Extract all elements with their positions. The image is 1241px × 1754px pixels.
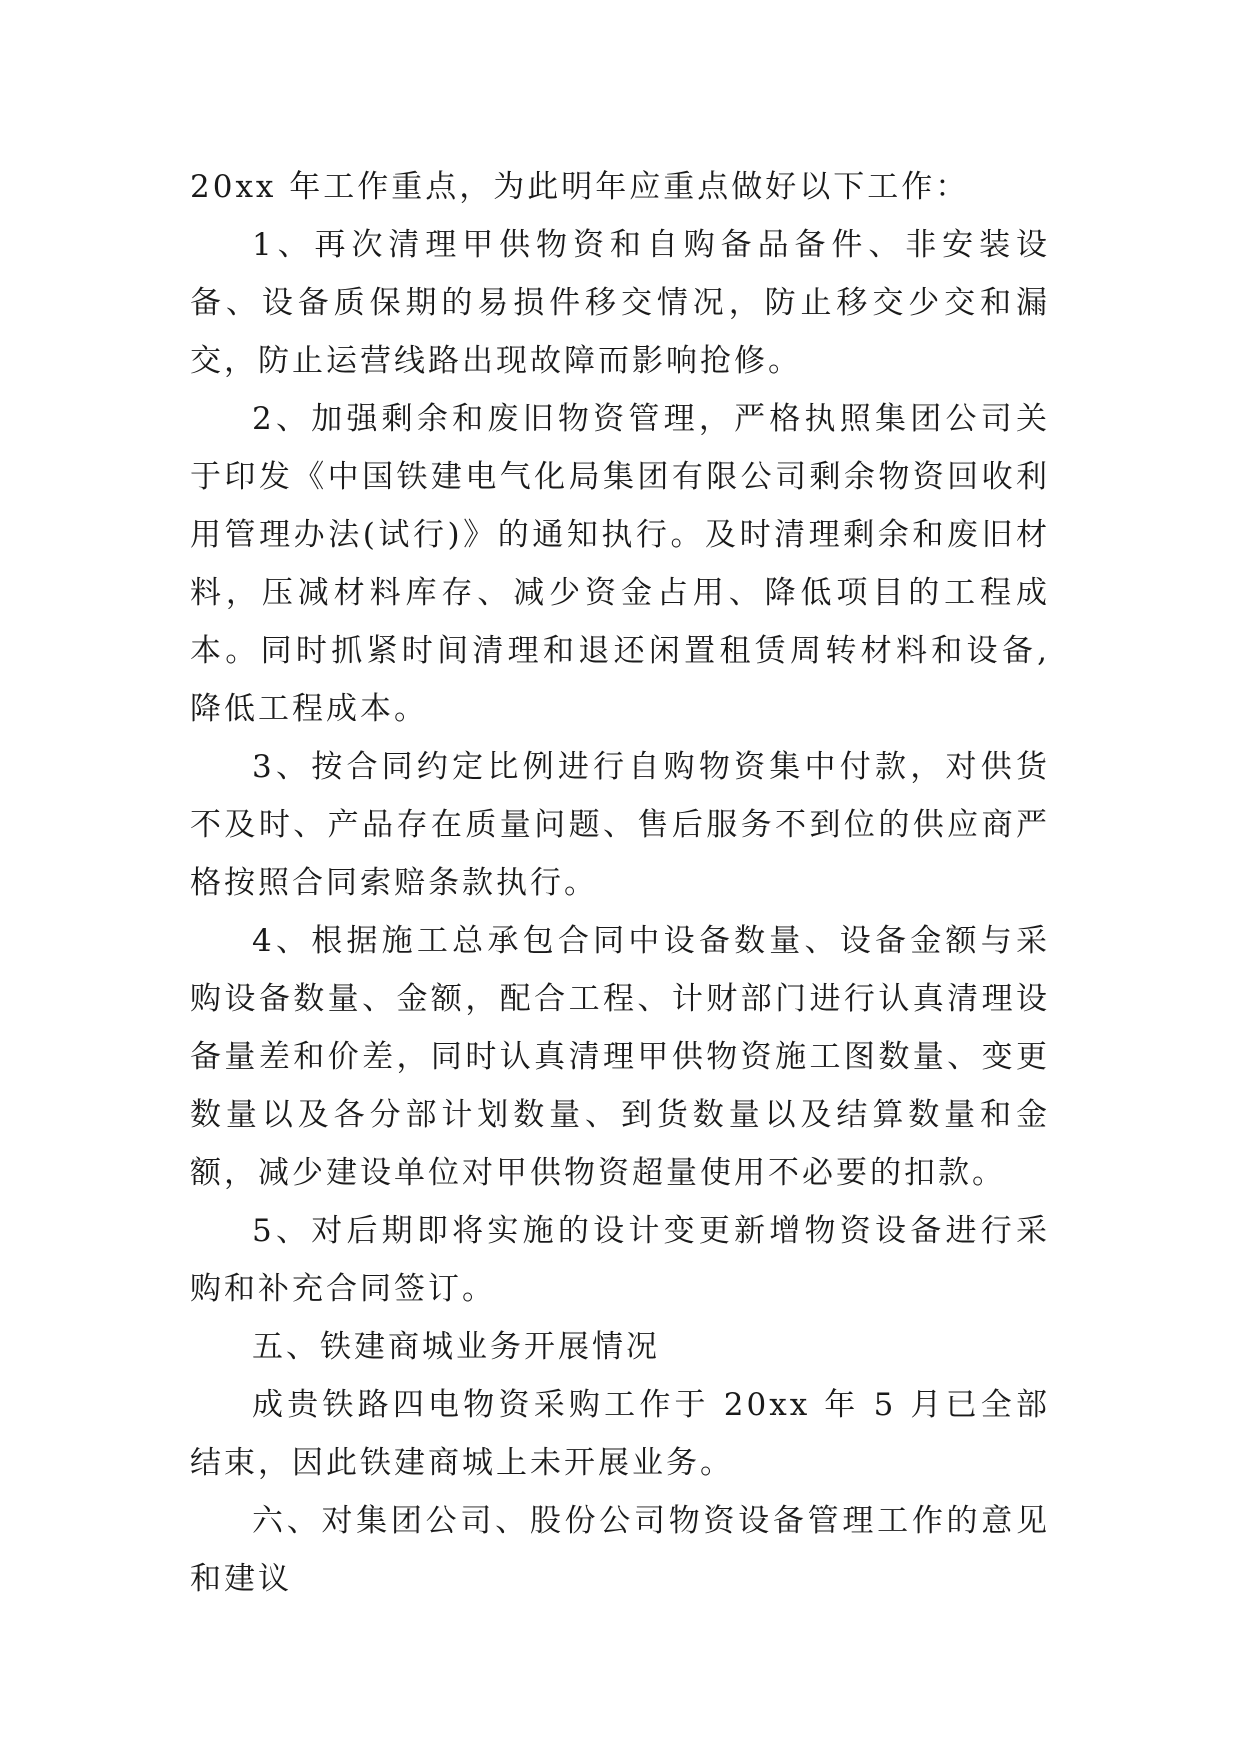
paragraph-item-5: 5、对后期即将实施的设计变更新增物资设备进行采购和补充合同签订。	[190, 1213, 1050, 1307]
section-heading-5: 五、铁建商城业务开展情况	[252, 1329, 660, 1365]
document-body	[190, 158, 1050, 1608]
paragraph-item-1: 1、再次清理甲供物资和自购备品备件、非安装设备、设备质保期的易损件移交情况，防止移交少交和漏交，防止运营线路出现故障而影响抢修。	[190, 227, 1050, 379]
paragraph-item-2: 2、加强剩余和废旧物资管理，严格执照集团公司关于印发《中国铁建电气化局集团有限公司剩余物资回收利用管理办法(试行)》的通知执行。及时清理剩余和废旧材料，压减材料库存、减少资金占用、降低项目的工程成本。同时抓紧时间清理和退还闲置租赁周转材料和设备,降低工程成本。	[190, 401, 1050, 727]
section-heading-6: 六、对集团公司、股份公司物资设备管理工作的意见和建议	[190, 1503, 1050, 1597]
paragraph-intro: 20xx 年工作重点，为此明年应重点做好以下工作：	[190, 169, 970, 205]
paragraph-item-3: 3、按合同约定比例进行自购物资集中付款，对供货不及时、产品存在质量问题、售后服务不到位的供应商严格按照合同索赔条款执行。	[190, 749, 1050, 901]
paragraph-section-5-body: 成贵铁路四电物资采购工作于 20xx 年 5 月已全部结束，因此铁建商城上未开展业务。	[190, 1387, 1050, 1481]
paragraph-item-4: 4、根据施工总承包合同中设备数量、设备金额与采购设备数量、金额，配合工程、计财部门进行认真清理设备量差和价差，同时认真清理甲供物资施工图数量、变更数量以及各分部计划数量、到货数量以及结算数量和金额，减少建设单位对甲供物资超量使用不必要的扣款。	[190, 923, 1050, 1191]
